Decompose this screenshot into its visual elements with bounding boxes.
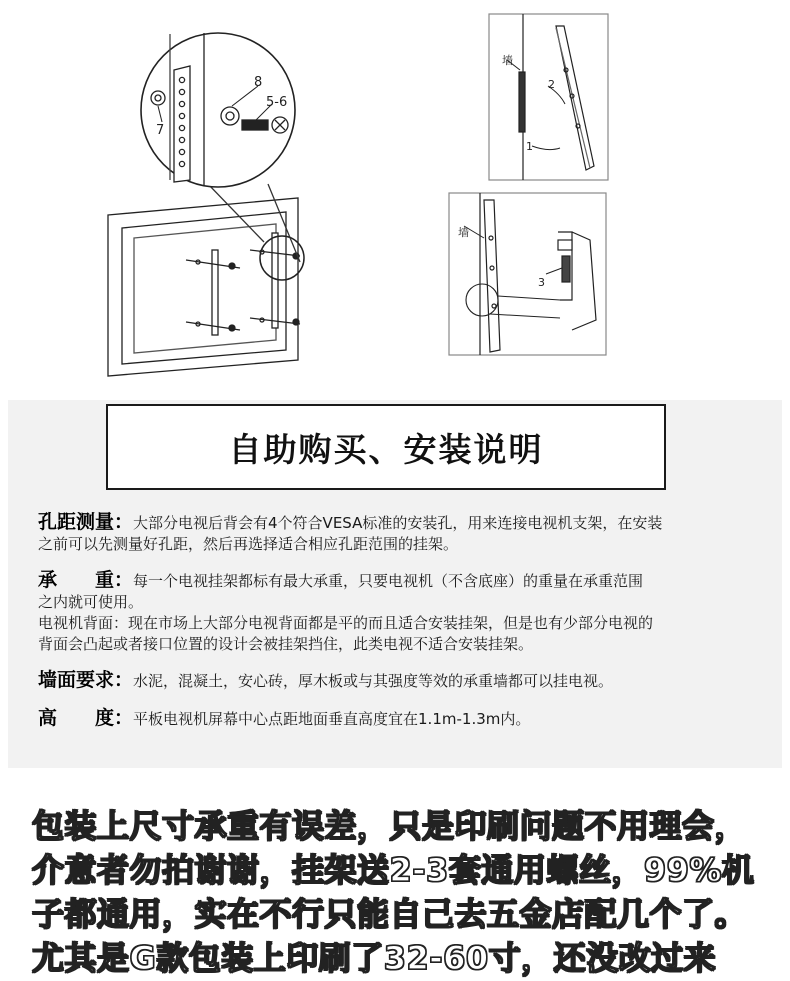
section-text: 每一个电视挂架都标有最大承重，只要电视机（不含底座）的重量在承重范围 bbox=[133, 572, 644, 590]
side-view-locking bbox=[449, 193, 606, 355]
magnified-detail bbox=[141, 33, 295, 187]
page-title: 自助购买、安装说明 bbox=[228, 429, 544, 469]
step-2-label: 2 bbox=[548, 78, 555, 91]
section-text: 水泥，混凝土，安心砖，厚木板或与其强度等效的承重墙都可以挂电视。 bbox=[133, 672, 614, 690]
section-hole-spacing bbox=[38, 512, 738, 555]
installation-diagram bbox=[0, 0, 790, 400]
callout-5-6: 5-6 bbox=[266, 95, 288, 110]
section-key-small: 电视机背面： bbox=[38, 614, 129, 632]
section-text: 背面会凸起或者接口位置的设计会被挂架挡住，此类电视不适合安装挂架。 bbox=[38, 635, 534, 653]
section-wall bbox=[38, 670, 738, 692]
notice-line: 包装上尺寸承重有误差，只是印刷问题不用理会， bbox=[32, 807, 748, 845]
callout-8: 8 bbox=[254, 75, 263, 90]
section-load bbox=[38, 570, 738, 655]
notice-line: 介意者勿拍谢谢，挂架送2-3套通用螺丝，99%机 bbox=[32, 851, 755, 889]
packaging-notice bbox=[32, 804, 772, 980]
tv-back-illustration bbox=[108, 198, 304, 376]
section-text: 现在市场上大部分电视背面都是平的而且适合安装挂架，但是也有少部分电视的 bbox=[128, 614, 654, 632]
section-text: 之前可以先测量好孔距，然后再选择适合相应孔距范围的挂架。 bbox=[38, 535, 459, 553]
notice-line: 子都通用，实在不行只能自己去五金店配几个了。 bbox=[32, 895, 748, 933]
side-view-hanging bbox=[489, 14, 608, 180]
notice-line: 尤其是G款包装上印刷了32-60寸，还没改过来 bbox=[32, 939, 717, 977]
wall-label-2: 墙 bbox=[458, 226, 469, 239]
wall-label: 墙 bbox=[502, 54, 513, 67]
section-key: 孔距测量： bbox=[38, 511, 134, 533]
section-text: 之内就可使用。 bbox=[38, 593, 144, 611]
section-key: 承 重： bbox=[38, 569, 134, 591]
step-1-label: 1 bbox=[526, 140, 533, 153]
title-box bbox=[106, 404, 666, 490]
callout-7: 7 bbox=[156, 123, 165, 138]
section-height bbox=[38, 708, 738, 730]
section-key: 墙面要求： bbox=[38, 669, 134, 691]
section-text: 大部分电视后背会有4个符合VESA标准的安装孔，用来连接电视机支架，在安装 bbox=[133, 514, 663, 532]
section-text: 平板电视机屏幕中心点距地面垂直高度宜在1.1m-1.3m内。 bbox=[133, 710, 531, 728]
step-3-label: 3 bbox=[538, 276, 545, 289]
section-key: 高 度： bbox=[38, 707, 134, 729]
